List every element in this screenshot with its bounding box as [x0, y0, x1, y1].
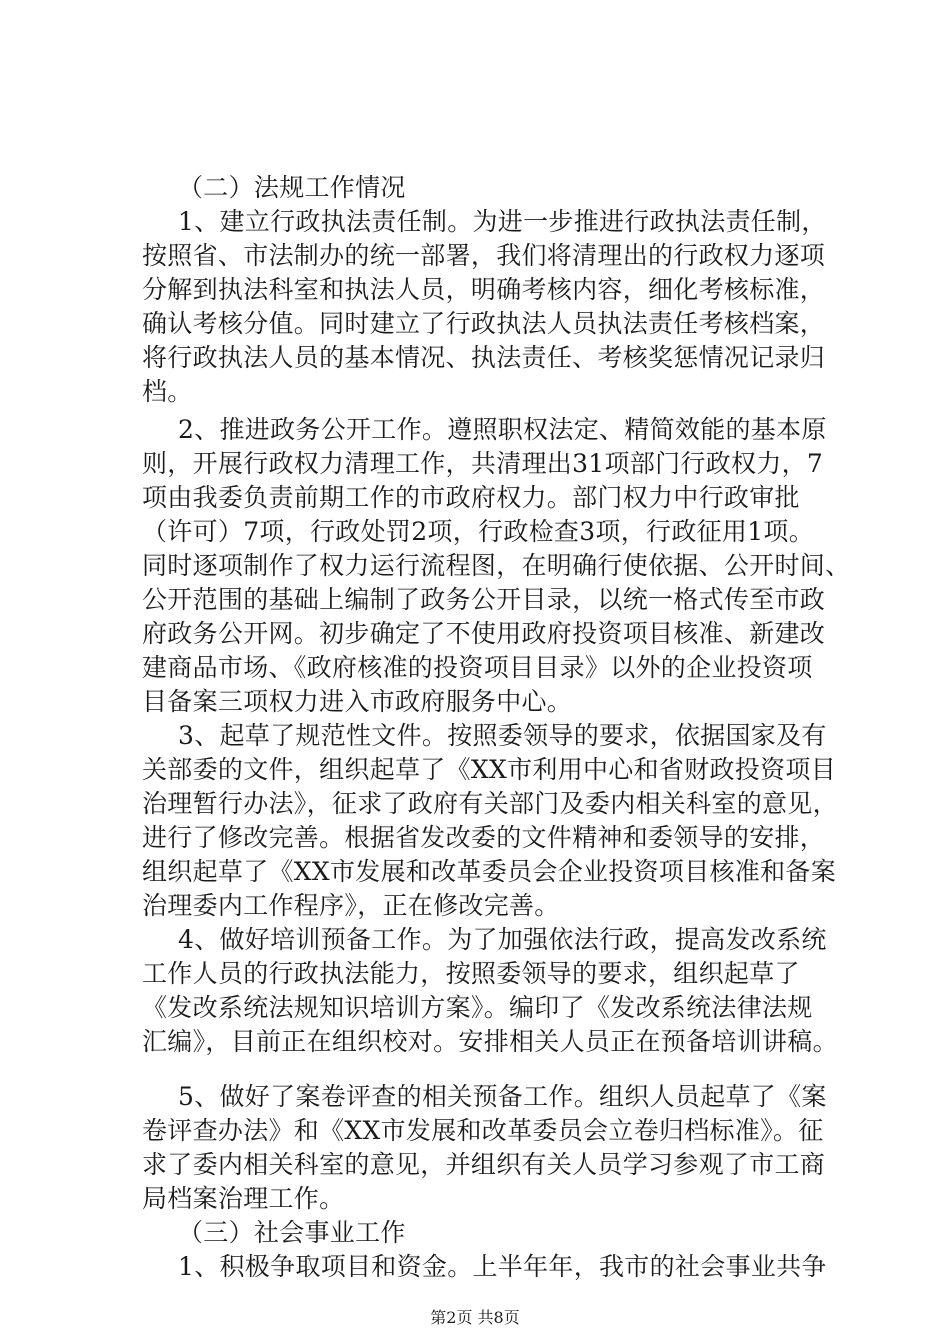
paragraph-line: 确认考核分值。同时建立了行政执法人员执法责任考核档案， [142, 309, 826, 338]
paragraph-line: 治理暂行办法》，征求了政府有关部门及委内相关科室的意见， [142, 789, 838, 818]
paragraph-line: 工作人员的行政执法能力，按照委领导的要求，组织起草了 [142, 959, 800, 988]
paragraph-line: 关部委的文件，组织起草了《XX市利用中心和省财政投资项目 [142, 755, 836, 784]
paragraph-line: 1、建立行政执法责任制。为进一步推进行政执法责任制， [178, 207, 827, 236]
paragraph-line: 《发改系统法规知识培训方案》。编印了《发改系统法律法规 [142, 993, 813, 1022]
paragraph-line: 府政务公开网。初步确定了不使用政府投资项目核准、新建改 [142, 619, 826, 648]
paragraph-line: 组织起草了《XX市发展和改革委员会企业投资项目核准和备案 [142, 857, 836, 886]
paragraph-line: 5、做好了案卷评查的相关预备工作。组织人员起草了《案 [178, 1082, 827, 1111]
page-footer: 第2页 共8页 [430, 1308, 520, 1327]
paragraph-line: 1、积极争取项目和资金。上半年年，我市的社会事业共争 [178, 1252, 827, 1281]
paragraph-line: 局档案治理工作。 [142, 1184, 345, 1213]
paragraph-line: 档。 [142, 377, 193, 406]
paragraph-line: 建商品市场、《政府核准的投资项目目录》以外的企业投资项 [142, 653, 813, 682]
section-heading-social: （三）社会事业工作 [178, 1218, 406, 1247]
section-heading-regulations: （二）法规工作情况 [178, 173, 406, 202]
paragraph-line: 按照省、市法制办的统一部署，我们将清理出的行政权力逐项 [142, 241, 826, 270]
paragraph-line: 4、做好培训预备工作。为了加强依法行政，提高发改系统 [178, 925, 827, 954]
paragraph-line: 汇编》，目前正在组织校对。安排相关人员正在预备培训讲稿。 [142, 1027, 838, 1056]
paragraph-line: （许可）7项，行政处罚2项，行政检查3项，行政征用1项。 [142, 517, 815, 546]
paragraph-line: 同时逐项制作了权力运行流程图，在明确行使依据、公开时间、 [142, 551, 851, 580]
paragraph-line: 卷评查办法》和《XX市发展和改革委员会立卷归档标准》。征 [142, 1116, 824, 1145]
paragraph-line: 3、起草了规范性文件。按照委领导的要求，依据国家及有 [178, 721, 827, 750]
paragraph-line: 求了委内相关科室的意见，并组织有关人员学习参观了市工商 [142, 1150, 826, 1179]
paragraph-line: 则，开展行政权力清理工作，共清理出31项部门行政权力，7 [142, 449, 824, 478]
paragraph-line: 将行政执法人员的基本情况、执法责任、考核奖惩情况记录归 [142, 343, 826, 372]
paragraph-line: 项由我委负责前期工作的市政府权力。部门权力中行政审批 [142, 483, 800, 512]
paragraph-line: 目备案三项权力进入市政府服务中心。 [142, 687, 573, 716]
paragraph-line: 分解到执法科室和执法人员，明确考核内容，细化考核标准， [142, 275, 826, 304]
paragraph-line: 进行了修改完善。根据省发改委的文件精神和委领导的安排， [142, 823, 826, 852]
paragraph-line: 2、推进政务公开工作。遵照职权法定、精简效能的基本原 [178, 415, 827, 444]
paragraph-line: 公开范围的基础上编制了政务公开目录，以统一格式传至市政 [142, 585, 826, 614]
paragraph-line: 治理委内工作程序》，正在修改完善。 [142, 891, 560, 920]
